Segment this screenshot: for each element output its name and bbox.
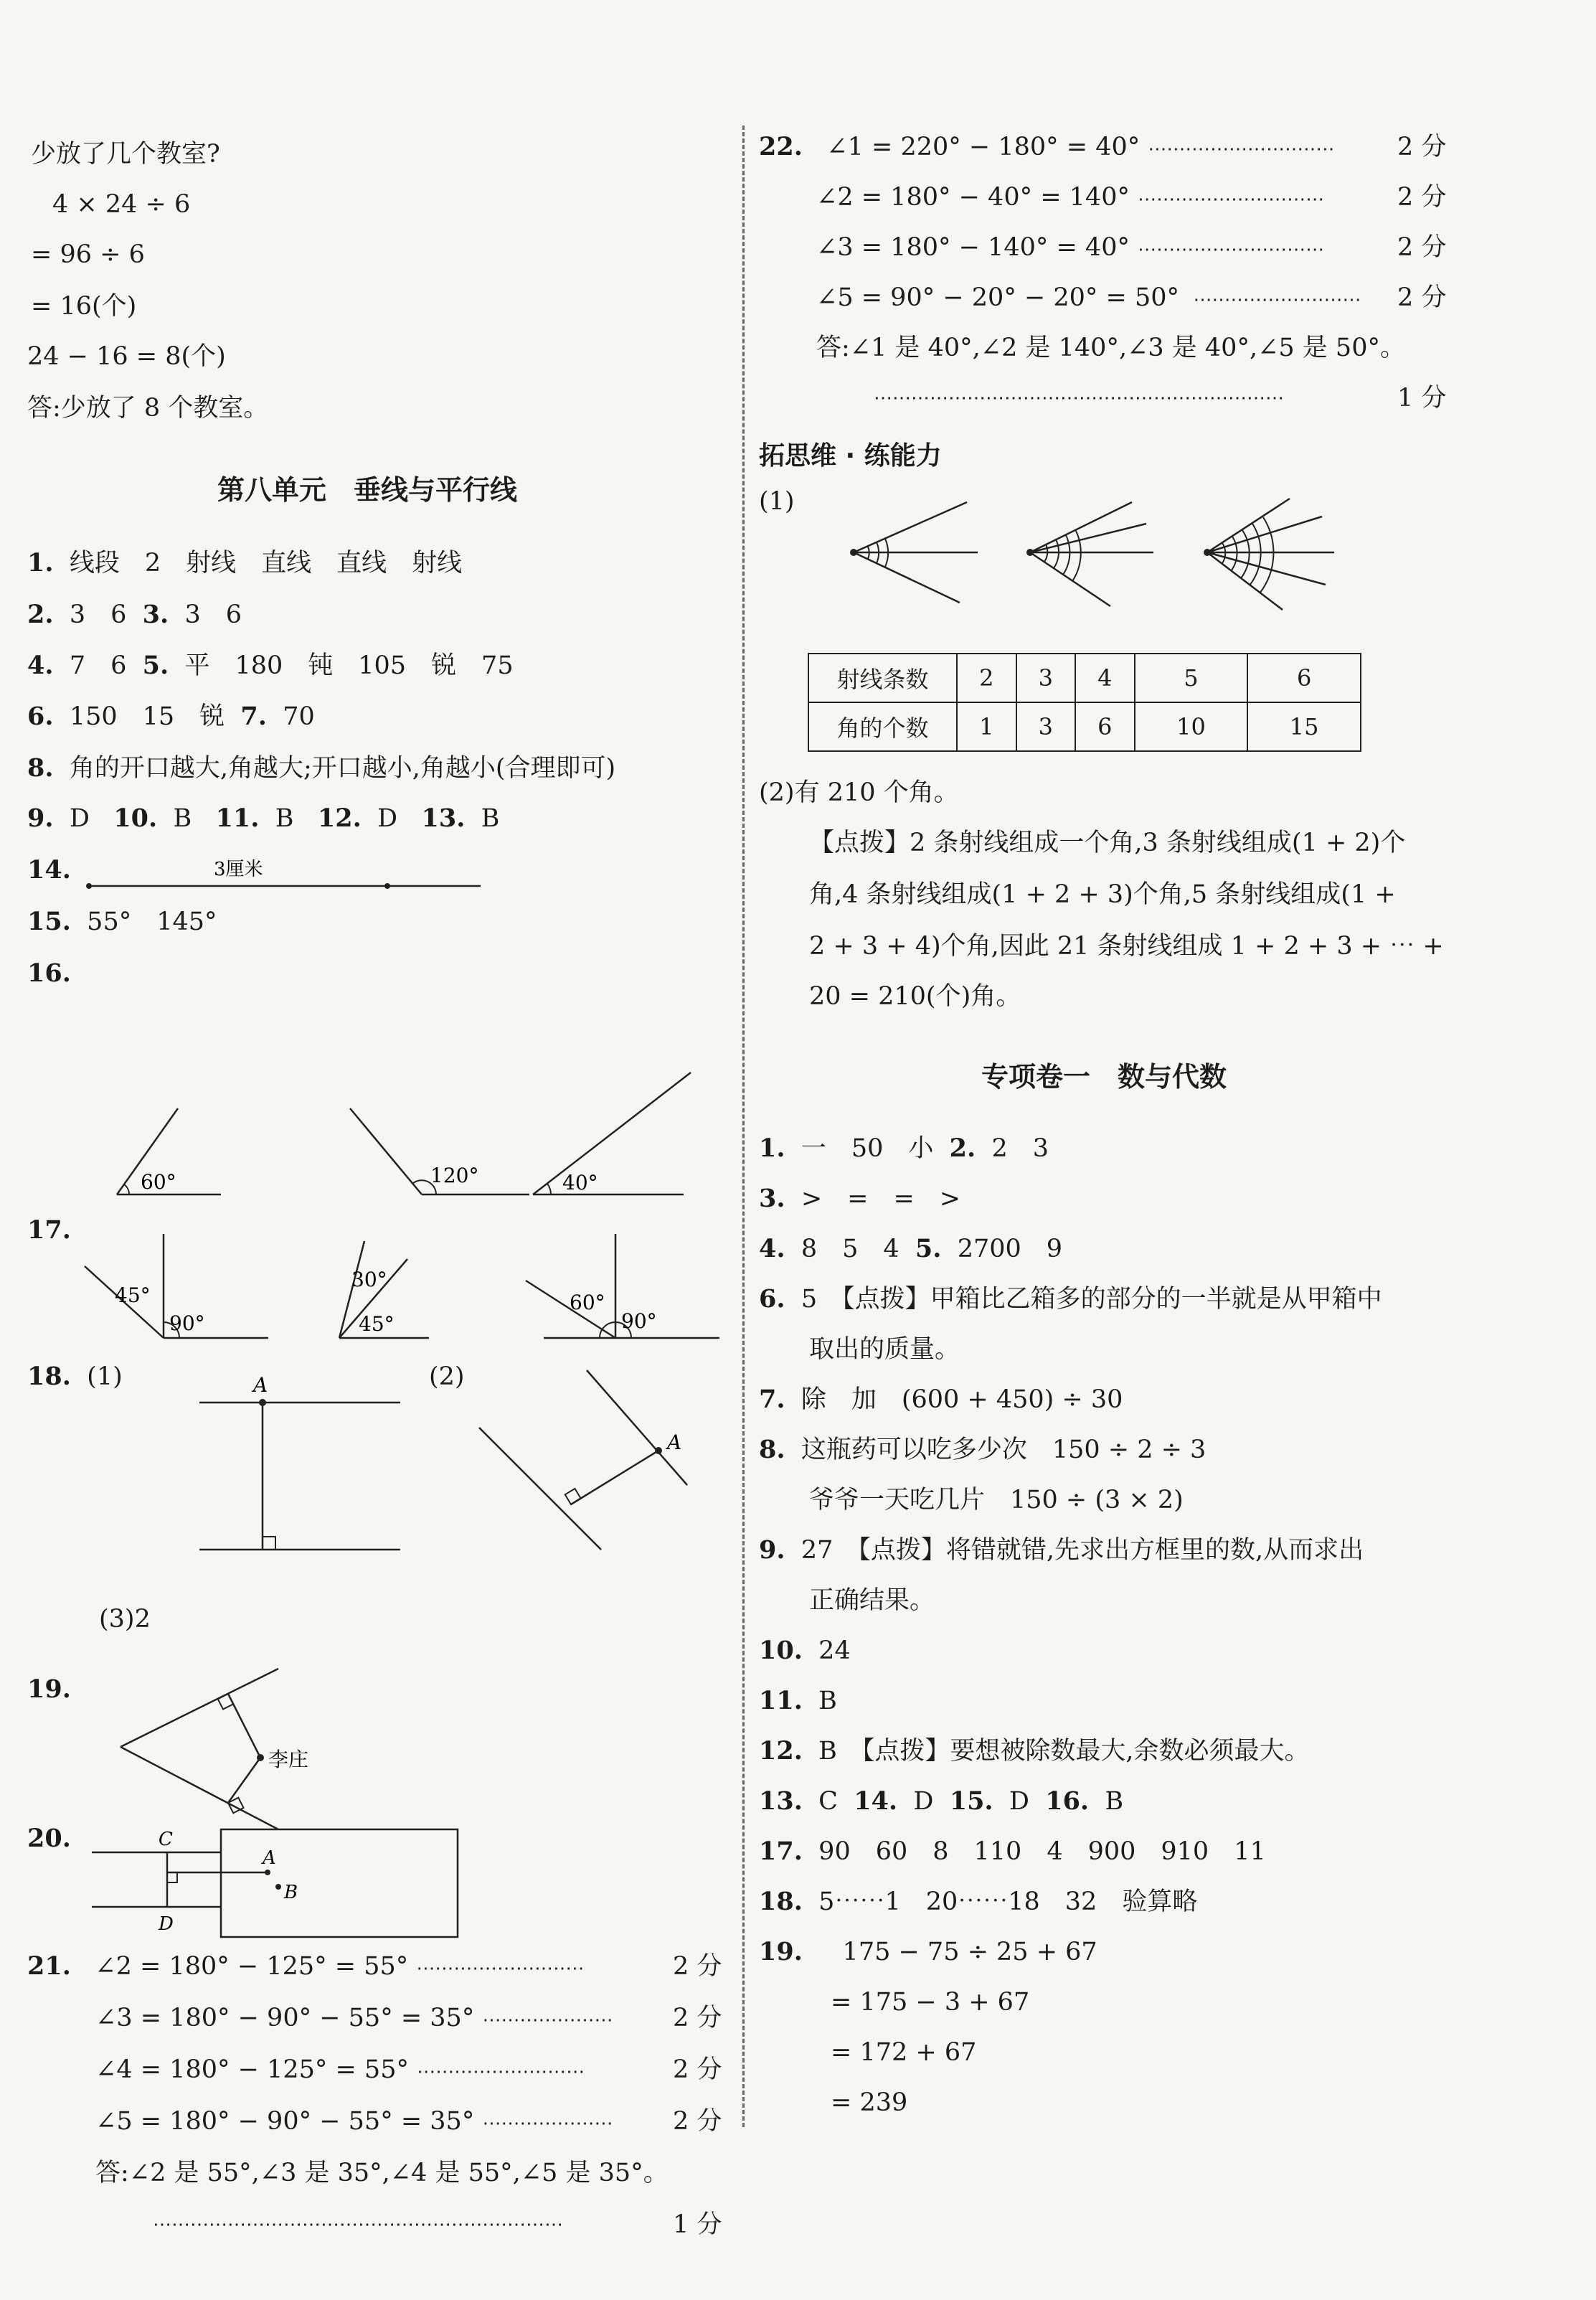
q17-angles-figure xyxy=(85,1230,730,1352)
special-q8: 8. 这瓶药可以吃多少次 150 ÷ 2 ÷ 3 xyxy=(759,1435,1207,1464)
answer-q22-step4: ∠5 = 90° − 20° − 20° = 50° ⋯⋯⋯⋯⋯⋯⋯⋯⋯ xyxy=(816,283,1361,312)
q22-dots: ⋯⋯⋯⋯⋯⋯⋯⋯⋯⋯⋯⋯⋯⋯⋯⋯⋯⋯⋯⋯⋯⋯ xyxy=(874,387,1284,409)
table-row xyxy=(808,702,1361,751)
answer-q21-conclusion: 答:∠2 是 55°,∠3 是 35°,∠4 是 55°,∠5 是 35°。 xyxy=(95,2159,669,2187)
q16-angle-60 xyxy=(117,1108,221,1194)
q17-figure-1 xyxy=(85,1234,268,1338)
q22-score-1: 2 分 xyxy=(1397,133,1447,161)
q21-score-1: 2 分 xyxy=(673,1952,722,1981)
section-title-thinking: 拓思维 · 练能力 xyxy=(759,441,942,471)
q22-score-3: 2 分 xyxy=(1397,233,1447,262)
special-q19-step4: = 239 xyxy=(831,2088,908,2117)
svg-text:B: B xyxy=(284,1882,298,1903)
answer-q21-step1: 21. ∠2 = 180° − 125° = 55° ⋯⋯⋯⋯⋯⋯⋯⋯⋯ xyxy=(27,1951,585,1981)
q14-number: 14. xyxy=(27,855,71,885)
q16-label-120: 120° xyxy=(430,1164,479,1187)
q18-figure-1 xyxy=(199,1373,400,1550)
svg-text:A: A xyxy=(253,1373,268,1397)
q18-number: 18. (1) xyxy=(27,1362,123,1391)
table-cell: 5 xyxy=(1135,654,1248,702)
svg-text:A: A xyxy=(263,1847,276,1869)
answer-q21-step4: ∠5 = 180° − 90° − 55° = 35° ⋯⋯⋯⋯⋯⋯⋯ xyxy=(95,2107,613,2136)
rays-figure xyxy=(802,495,1347,617)
table-cell: 2 xyxy=(957,654,1016,702)
q16-angle-120 xyxy=(350,1108,529,1194)
special-q4-q5: 4. 8 5 4 5. 2700 9 xyxy=(759,1234,1063,1263)
q21-dots: ⋯⋯⋯⋯⋯⋯⋯⋯⋯⋯⋯⋯⋯⋯⋯⋯⋯⋯⋯⋯⋯⋯ xyxy=(153,2214,563,2235)
table-header: 射线条数 xyxy=(808,654,957,702)
special-q12: 12. B 【点拨】要想被除数最大,余数必须最大。 xyxy=(759,1736,1310,1766)
part1-label: (1) xyxy=(759,487,795,516)
answer-q9-q13: 9. D 10. B 11. B 12. D 13. B xyxy=(27,803,500,833)
answer-q1: 1. 线段 2 射线 直线 直线 射线 xyxy=(27,548,463,578)
table-cell: 4 xyxy=(1075,654,1135,702)
answer-q22-conclusion: 答:∠1 是 40°,∠2 是 140°,∠3 是 40°,∠5 是 50°。 xyxy=(816,334,1405,362)
table-cell: 15 xyxy=(1247,702,1361,751)
table-cell: 1 xyxy=(957,702,1016,751)
q16-label-40: 40° xyxy=(562,1171,598,1194)
hint-line-4: 20 = 210(个)角。 xyxy=(809,982,1021,1011)
answer-q22-step1: 22. ∠1 = 220° − 180° = 40° ⋯⋯⋯⋯⋯⋯⋯⋯⋯⋯ xyxy=(759,132,1335,161)
q22-score-2: 2 分 xyxy=(1397,183,1447,212)
q17-figure-2 xyxy=(339,1241,429,1338)
q19-village-label: 李庄 xyxy=(268,1748,309,1771)
intro-step-2: = 96 ÷ 6 xyxy=(31,240,145,269)
intro-step-1: 4 × 24 ÷ 6 xyxy=(52,190,191,219)
column-divider xyxy=(742,126,745,2127)
q21-score-2: 2 分 xyxy=(673,2004,722,2032)
svg-text:90°: 90° xyxy=(169,1311,205,1335)
special-q9: 9. 27 【点拨】将错就错,先求出方框里的数,从而求出 xyxy=(759,1535,1364,1565)
special-q6: 6. 5 【点拨】甲箱比乙箱多的部分的一半就是从甲箱中 xyxy=(759,1284,1382,1314)
special-q19-step2: = 175 − 3 + 67 xyxy=(831,1988,1030,2017)
special-title: 专项卷一 数与代数 xyxy=(981,1061,1227,1093)
special-q7: 7. 除 加 (600 + 450) ÷ 30 xyxy=(759,1385,1123,1414)
table-cell: 6 xyxy=(1075,702,1135,751)
table-row xyxy=(808,654,1361,702)
q16-angle-40 xyxy=(533,1073,691,1194)
svg-text:D: D xyxy=(159,1913,174,1935)
table-cell: 3 xyxy=(1016,654,1076,702)
answer-q21-step2: ∠3 = 180° − 90° − 55° = 35° ⋯⋯⋯⋯⋯⋯⋯ xyxy=(95,2004,613,2032)
intro-step-4: 24 − 16 = 8(个) xyxy=(27,342,226,371)
special-q9-cont: 正确结果。 xyxy=(809,1586,935,1615)
q14-segment-figure xyxy=(85,854,486,897)
special-q8-cont: 爷爷一天吃几片 150 ÷ (3 × 2) xyxy=(809,1486,1184,1514)
table-cell: 10 xyxy=(1135,702,1248,751)
part2-answer: (2)有 210 个角。 xyxy=(759,778,959,807)
q17-number: 17. xyxy=(27,1215,71,1245)
special-q3: 3. > = = > xyxy=(759,1184,961,1213)
q18-perpendicular-figure xyxy=(164,1370,723,1557)
q19-number: 19. xyxy=(27,1674,71,1704)
q16-label-60: 60° xyxy=(141,1170,176,1194)
unit-title: 第八单元 垂线与平行线 xyxy=(217,474,518,506)
answer-q8: 8. 角的开口越大,角越大;开口越小,角越小(合理即可) xyxy=(27,753,616,783)
hint-line-1: 【点拨】2 条射线组成一个角,3 条射线组成(1 + 2)个 xyxy=(809,829,1406,857)
svg-text:60°: 60° xyxy=(570,1291,605,1314)
q14-length-label: 3厘米 xyxy=(214,859,263,880)
answer-q2-q3: 2. 3 6 3. 3 6 xyxy=(27,600,242,629)
q21-score-5: 1 分 xyxy=(673,2210,722,2239)
special-q10: 10. 24 xyxy=(759,1636,851,1665)
answer-q22-step3: ∠3 = 180° − 140° = 40° ⋯⋯⋯⋯⋯⋯⋯⋯⋯⋯ xyxy=(816,233,1325,262)
q17-figure-3 xyxy=(526,1234,719,1338)
answer-q6-q7: 6. 150 15 锐 7. 70 xyxy=(27,702,315,731)
intro-question: 少放了几个教室? xyxy=(31,140,220,169)
hint-line-2: 角,4 条射线组成(1 + 2 + 3)个角,5 条射线组成(1 + xyxy=(809,880,1396,909)
q18-part3: (3)2 xyxy=(99,1605,151,1634)
rays-figure-4-rays xyxy=(1026,502,1153,606)
svg-text:90°: 90° xyxy=(621,1309,657,1333)
intro-step-3: = 16(个) xyxy=(31,292,137,321)
svg-text:45°: 45° xyxy=(359,1312,395,1336)
table-cell: 6 xyxy=(1247,654,1361,702)
svg-text:C: C xyxy=(159,1829,173,1850)
q18-part2-label: (2) xyxy=(429,1362,465,1391)
q16-angles-figure xyxy=(85,968,716,1198)
special-q1-q2: 1. 一 50 小 2. 2 3 xyxy=(759,1133,1049,1163)
rays-angles-table xyxy=(808,653,1361,752)
answer-q15: 15. 55° 145° xyxy=(27,907,217,936)
svg-text:30°: 30° xyxy=(351,1268,387,1291)
q20-figure xyxy=(85,1822,458,1944)
q20-number: 20. xyxy=(27,1824,71,1853)
special-q6-cont: 取出的质量。 xyxy=(809,1335,960,1364)
table-cell: 3 xyxy=(1016,702,1076,751)
q22-score-5: 1 分 xyxy=(1397,384,1447,413)
hint-line-3: 2 + 3 + 4)个角,因此 21 条射线组成 1 + 2 + 3 + ⋯ + xyxy=(809,932,1444,961)
rays-figure-3-rays xyxy=(850,502,978,603)
q22-score-4: 2 分 xyxy=(1397,283,1447,312)
special-q19-step3: = 172 + 67 xyxy=(831,2038,977,2067)
q21-score-3: 2 分 xyxy=(673,2055,722,2084)
intro-answer: 答:少放了 8 个教室。 xyxy=(27,394,269,423)
q19-figure xyxy=(85,1664,329,1837)
special-q11: 11. B xyxy=(759,1686,837,1715)
special-q19: 19. 175 − 75 ÷ 25 + 67 xyxy=(759,1937,1097,1966)
special-q13-q16: 13. C 14. D 15. D 16. B xyxy=(759,1786,1124,1816)
svg-text:45°: 45° xyxy=(115,1283,151,1307)
svg-text:A: A xyxy=(667,1431,682,1454)
q21-score-4: 2 分 xyxy=(673,2107,722,2136)
table-header: 角的个数 xyxy=(808,702,957,751)
special-q17: 17. 90 60 8 110 4 900 910 11 xyxy=(759,1837,1266,1866)
q18-figure-2 xyxy=(479,1370,687,1550)
rays-figure-5-rays xyxy=(1204,499,1334,610)
q16-number: 16. xyxy=(27,958,71,988)
answer-q4-q5: 4. 7 6 5. 平 180 钝 105 锐 75 xyxy=(27,651,514,680)
answer-q22-step2: ∠2 = 180° − 40° = 140° ⋯⋯⋯⋯⋯⋯⋯⋯⋯⋯ xyxy=(816,183,1325,212)
answer-q21-step3: ∠4 = 180° − 125° = 55° ⋯⋯⋯⋯⋯⋯⋯⋯⋯ xyxy=(95,2055,585,2084)
special-q18: 18. 5⋯⋯1 20⋯⋯18 32 验算略 xyxy=(759,1887,1198,1916)
